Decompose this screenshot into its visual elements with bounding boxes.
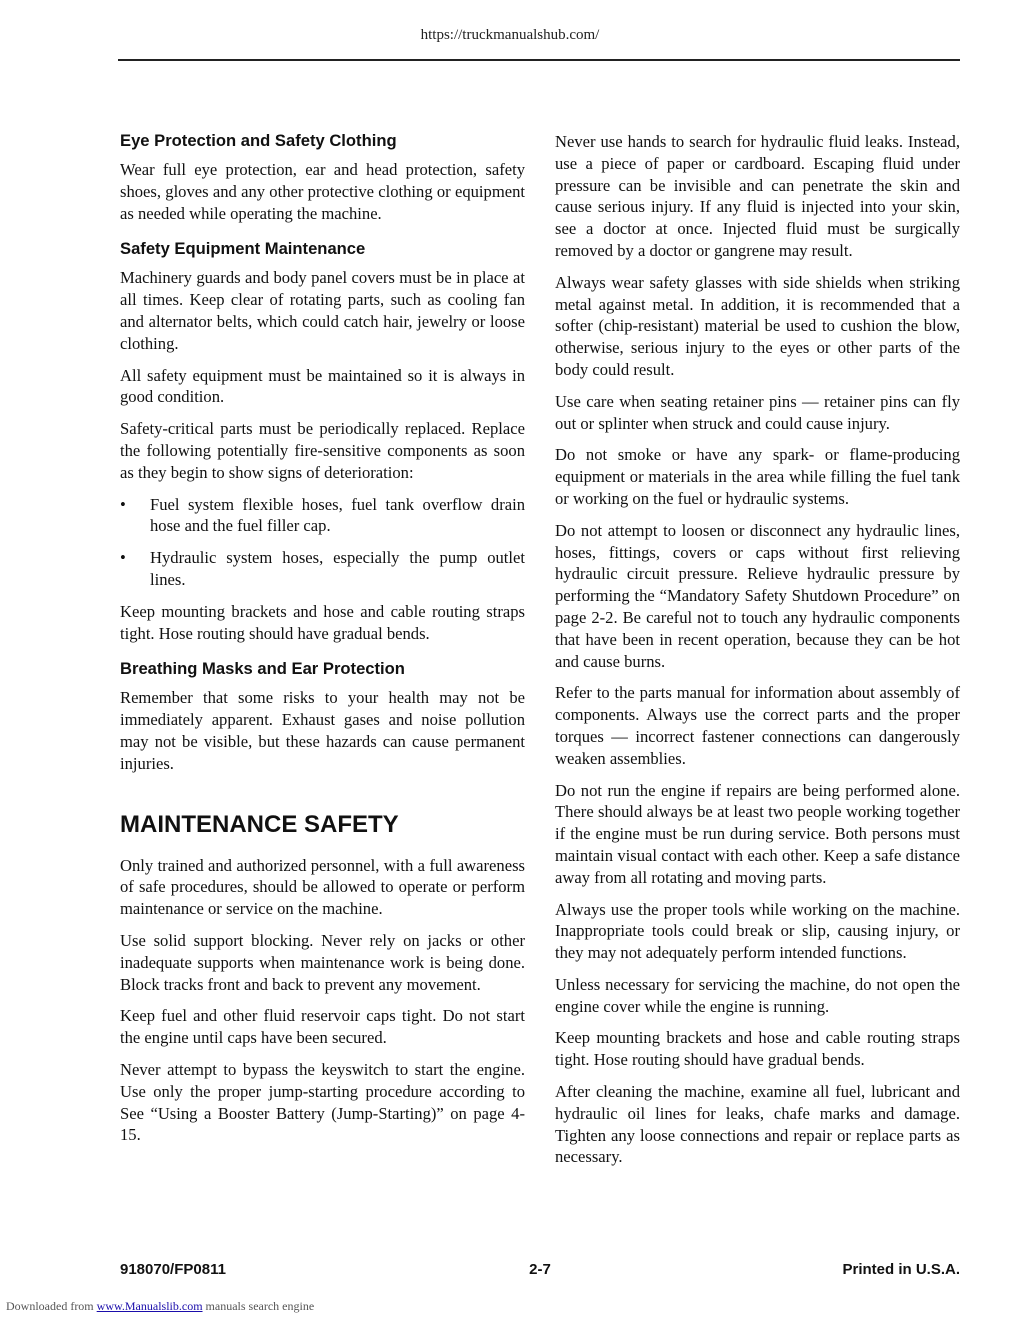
safety-equipment-paragraph-2: All safety equipment must be maintained so it is always in good condition. [120,365,525,407]
manualslib-link[interactable]: www.Manualslib.com [96,1299,203,1313]
list-item-text: Fuel system flexible hoses, fuel tank overflow drain hose and the fuel filler cap. [150,494,525,536]
breathing-masks-heading: Breathing Masks and Ear Protection [120,659,405,679]
eye-protection-paragraph: Wear full eye protection, ear and head protection, safety shoes, gloves and any other protective clothing or equipment as needed while operating the machine. [120,160,525,223]
right-paragraph-2: Always wear safety glasses with side shields when striking metal against metal. In addition, it is recommended that a softer (chip-resistant) material be used to cushion the blow, otherwise, serious injury to the eyes or other parts of the body could result. [555,272,960,379]
download-prefix: Downloaded from [6,1299,94,1313]
bullet-marker: • [120,548,126,568]
list-item [120,547,525,591]
maintenance-paragraph-1: Only trained and authorized personnel, with a full awareness of safe procedures, should be allowed to operate or perform maintenance or service on the machine. [120,855,525,919]
printed-in-label: Printed in U.S.A. [842,1261,960,1278]
right-paragraph-4: Do not smoke or have any spark- or flame-producing equipment or materials in the area while filling the fuel tank or working on the fuel or hydraulic systems. [555,445,960,508]
list-item [120,494,525,538]
left-column [120,131,525,1156]
right-paragraph-9: Unless necessary for servicing the machine, do not open the engine cover while the engine is running. [555,974,960,1016]
right-paragraph-6: Refer to the parts manual for information about assembly of components. Always use the correct parts and the proper torques — incorrect fastener connections can dangerously weaken assemblies. [555,683,960,768]
bullet-marker: • [120,494,126,514]
right-paragraph-7: Do not run the engine if repairs are being performed alone. There should always be at least two people working together if the engine must be run during service. Both persons must maintain visual contact with each other. Keep a safe distance away from all rotating and moving parts. [555,780,960,887]
right-paragraph-1: Never use hands to search for hydraulic fluid leaks. Instead, use a piece of paper or cardboard. Escaping fluid under pressure can be invisible and can penetrate the skin and cause serious injury. If any fluid is injected into your skin, see a doctor at once. Injected fluid must be surgically removed by a doctor or gangrene may result. [555,132,960,260]
right-paragraph-5: Do not attempt to loosen or disconnect any hydraulic lines, hoses, fittings, covers or caps without first relieving hydraulic circuit pressure. Relieve hydraulic pressure by performing the “Mandatory Safety Shutdown Procedure” on page 2-2. Be careful not to touch any hydraulic components that have been in recent operation, because they can be hot and cause burns. [555,520,960,671]
download-suffix: manuals search engine [205,1299,315,1313]
maintenance-paragraph-4: Never attempt to bypass the keyswitch to start the engine. Use only the proper jump-starting procedure according to See “Using a Booster Battery (Jump-Starting)” on page 4-15. [120,1059,525,1145]
header-divider [118,59,960,61]
breathing-masks-paragraph: Remember that some risks to your health may not be immediately apparent. Exhaust gases and noise pollution may not be visible, but these hazards can cause permanent injuries. [120,688,525,773]
eye-protection-heading: Eye Protection and Safety Clothing [120,131,397,150]
page-number: 2-7 [529,1261,551,1278]
safety-equipment-paragraph-3: Safety-critical parts must be periodically replaced. Replace the following potentially fire-sensitive components as soon as they begin to show signs of deterioration: [120,419,525,482]
page-footer [120,1261,960,1281]
header-url: https://truckmanualshub.com/ [420,27,600,43]
maintenance-safety-heading: MAINTENANCE SAFETY [120,810,399,838]
list-item-text: Hydraulic system hoses, especially the pump outlet lines. [150,548,525,589]
fire-sensitive-components-list [120,494,525,591]
right-paragraph-8: Always use the proper tools while working on the machine. Inappropriate tools could break or slip, causing injury, or they may not adequately perform intended functions. [555,899,960,963]
safety-equipment-paragraph-1: Machinery guards and body panel covers must be in place at all times. Keep clear of rotating parts, such as cooling fan and alternator belts, which could catch hair, jewelry or loose clothing. [120,268,525,353]
maintenance-paragraph-3: Keep fuel and other fluid reservoir caps tight. Do not start the engine until caps have been secured. [120,1006,525,1048]
right-column [555,131,960,1178]
safety-equipment-paragraph-4: Keep mounting brackets and hose and cable routing straps tight. Hose routing should have gradual bends. [120,601,525,643]
safety-equipment-heading: Safety Equipment Maintenance [120,239,366,259]
maintenance-paragraph-2: Use solid support blocking. Never rely on jacks or other inadequate supports when maintenance work is being done. Block tracks front and back to prevent any movement. [120,930,525,994]
right-paragraph-3: Use care when seating retainer pins — retainer pins can fly out or splinter when struck and could cause injury. [555,391,960,433]
right-paragraph-11: After cleaning the machine, examine all fuel, lubricant and hydraulic oil lines for leaks, chafe marks and damage. Tighten any loose connections and repair or replace parts as necessary. [555,1082,960,1167]
document-number: 918070/FP0811 [120,1261,226,1278]
right-paragraph-10: Keep mounting brackets and hose and cable routing straps tight. Hose routing should have gradual bends. [555,1028,960,1070]
download-attribution [6,1299,314,1314]
